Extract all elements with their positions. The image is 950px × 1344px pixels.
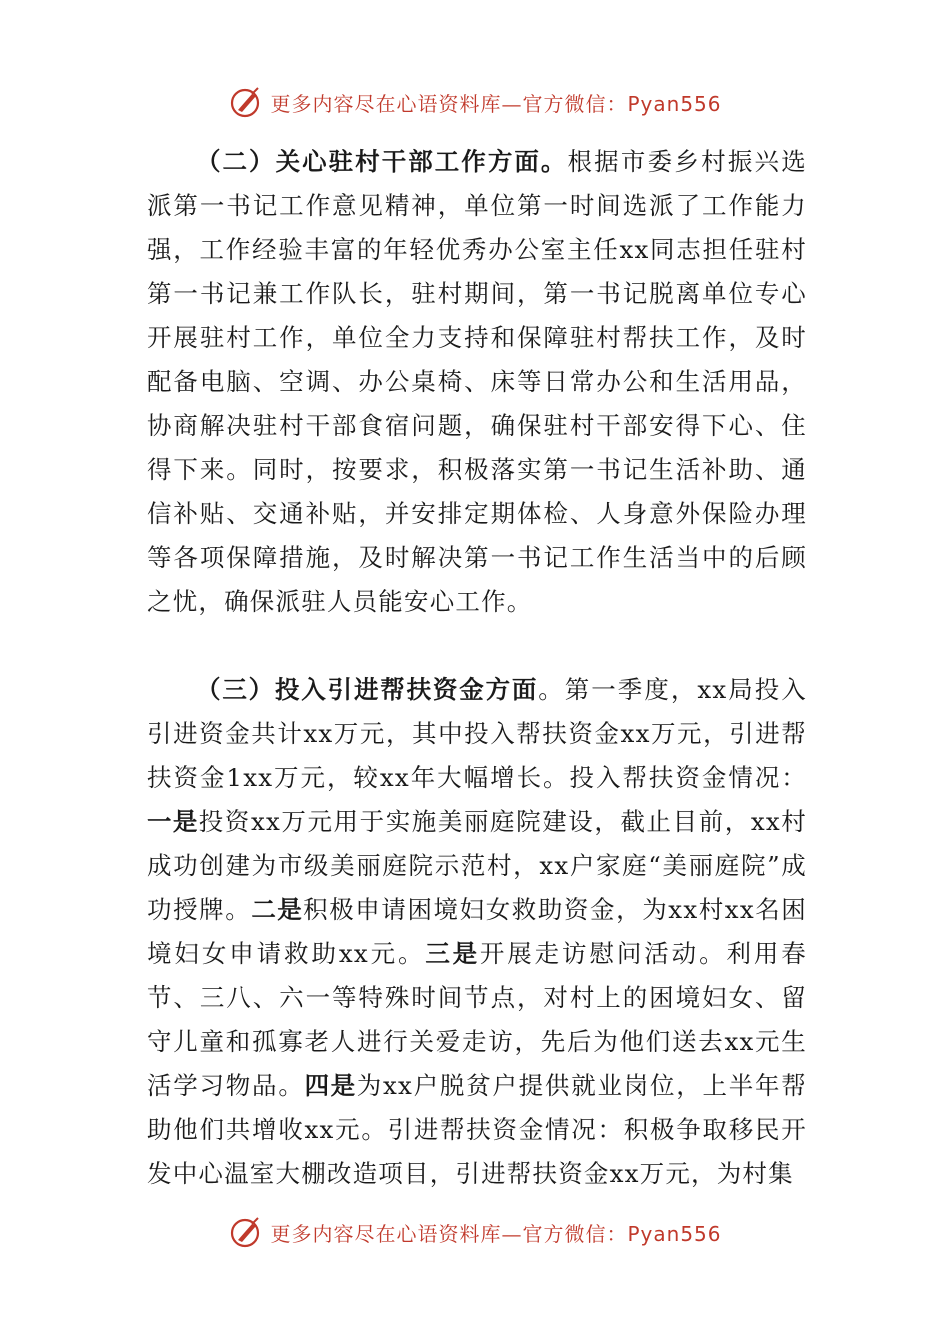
item-label: 一是 (147, 807, 199, 836)
item-label: 二是 (251, 895, 304, 924)
item-text: 为xx户脱贫户提供就业岗位，上半年帮助他们共增收xx元。引进帮扶资金情况：积极争取移民开发中心温室大棚改造项目，引进帮扶资金xx万元，为村集 (147, 1071, 808, 1188)
watermark-text: 更多内容尽在心语资料库—官方微信：Pyan556 (270, 1221, 722, 1246)
paragraph-text: 根据市委乡村振兴选派第一书记工作意见精神，单位第一时间选派了工作能力强，工作经验丰富的年轻优秀办公室主任xx同志担任驻村第一书记兼工作队长，驻村期间，第一书记脱离单位专心开展驻村工作，单位全力支持和保障驻村帮扶工作，及时配备电脑、空调、办公桌椅、床等日常办公和生活用品，协商解决驻村干部食宿问题，确保驻村干部安得下心、住得下来。同时，按要求，积极落实第一书记生活补助、通信补贴、交通补贴，并安排定期体检、人身意外保险办理等各项保障措施，及时解决第一书记工作生活当中的后顾之忧，确保派驻人员能安心工作。 (147, 147, 807, 616)
pen-logo-icon (228, 1214, 264, 1250)
item-text: 投资xx万元用于实施美丽庭院建设，截止目前，xx村成功创建为市级美丽庭院示范村，xx户家庭“美丽庭院”成功授牌。 (147, 807, 807, 924)
paragraph-text: 。第一季度，xx局投入引进资金共计xx万元，其中投入帮扶资金xx万元，引进帮扶资金1xx万元，较xx年大幅增长。投入帮扶资金情况： (147, 675, 807, 792)
item-label: 四是 (304, 1071, 357, 1100)
item-label: 三是 (425, 939, 480, 968)
pen-logo-icon (228, 84, 264, 120)
section-heading: （三）投入引进帮扶资金方面 (196, 675, 539, 704)
watermark-footer (0, 1212, 950, 1252)
paragraph-section-2 (147, 140, 807, 624)
paragraph-section-3 (147, 668, 807, 1196)
watermark-text: 更多内容尽在心语资料库—官方微信：Pyan556 (270, 91, 722, 116)
watermark-header (0, 82, 950, 122)
section-heading: （二）关心驻村干部工作方面。 (196, 147, 568, 176)
item-text: 积极申请困境妇女救助资金，为xx村xx名困境妇女申请救助xx元。 (147, 895, 808, 968)
document-body (147, 140, 807, 1196)
item-text: 开展走访慰问活动。利用春节、三八、六一等特殊时间节点，对村上的困境妇女、留守儿童和孤寡老人进行关爱走访，先后为他们送去xx元生活学习物品。 (147, 939, 807, 1100)
